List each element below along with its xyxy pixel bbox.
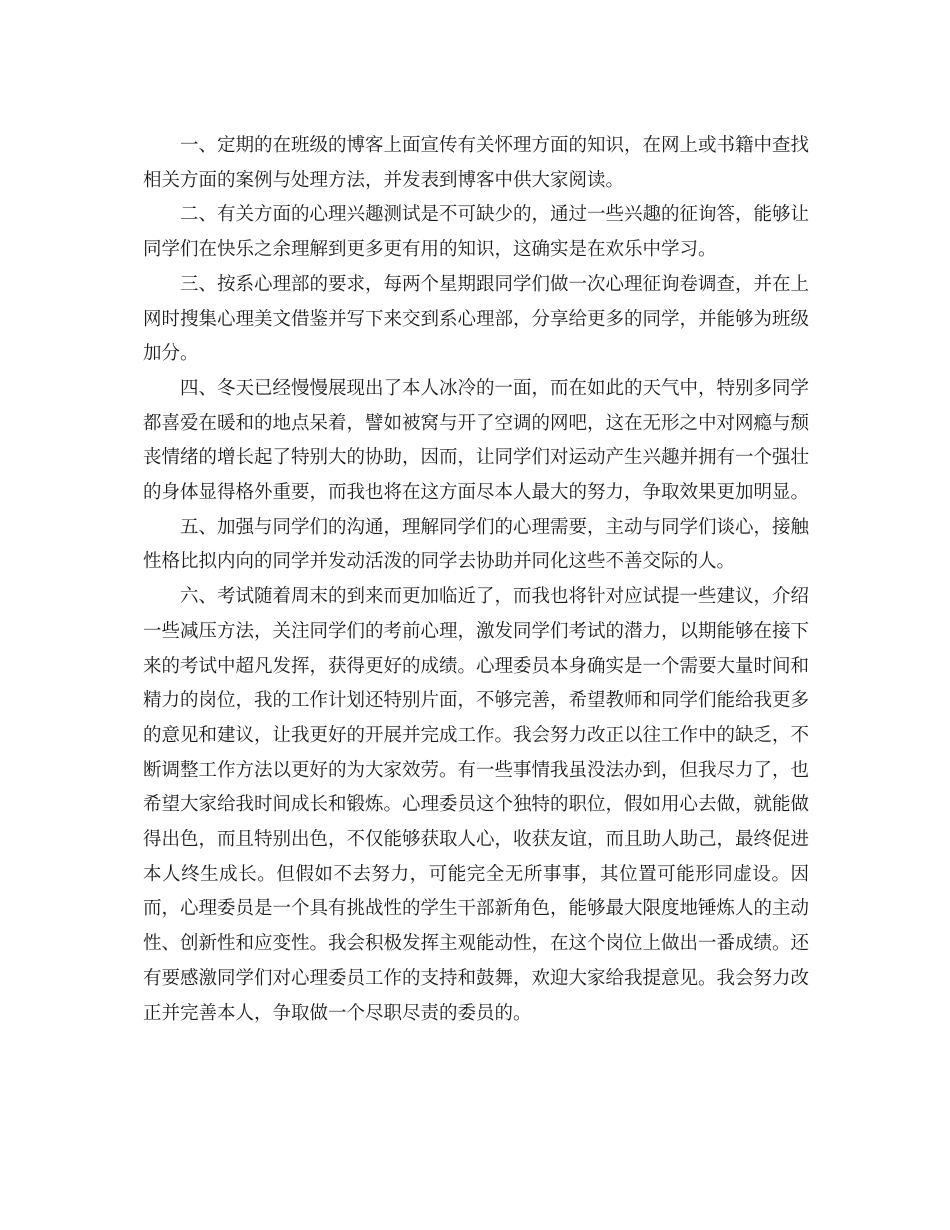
- paragraph-2: 二、有关方面的心理兴趣测试是不可缺少的，通过一些兴趣的征询答，能够让同学们在快乐之余理解到更多更有用的知识，这确实是在欢乐中学习。: [143, 204, 810, 261]
- paragraph-6: 六、考试随着周末的到来而更加临近了，而我也将针对应试提一些建议，介绍一些减压方法，关注同学们的考前心理，激发同学们考试的潜力，以期能够在接下来的考试中超凡发挥，获得更好的成绩。心理委员本身确实是一个需要大量时间和精力的岗位，我的工作计划还特别片面，不够完善，希望教师和同学们能给我更多的意见和建议，让我更好的开展并完成工作。我会努力改正以往工作中的缺乏，不断调整工作方法以更好的为大家效劳。有一些事情我虽没法办到，但我尽力了，也希望大家给我时间成长和锻炼。心理委员这个独特的职位，假如用心去做，就能做得出色，而且特别出色，不仅能够获取人心，收获友谊，而且助人助己，最终促进本人终生成长。但假如不去努力，可能完全无所事事，其位置可能形同虚设。因而，心理委员是一个具有挑战性的学生干部新角色，能够最大限度地锤炼人的主动性、创新性和应变性。我会积极发挥主观能动性，在这个岗位上做出一番成绩。还有要感激同学们对心理委员工作的支持和鼓舞，欢迎大家给我提意见。我会努力改正并完善本人，争取做一个尽职尽责的委员的。: [143, 586, 810, 1024]
- paragraph-5: 五、加强与同学们的沟通，理解同学们的心理需要，主动与同学们谈心，接触性格比拟内向的同学并发动活泼的同学去协助并同化这些不善交际的人。: [143, 516, 810, 573]
- document-body: [143, 129, 809, 1031]
- paragraph-4: 四、冬天已经慢慢展现出了本人冰冷的一面，而在如此的天气中，特别多同学都喜爱在暖和的地点呆着，譬如被窝与开了空调的网吧，这在无形之中对网瘾与颓丧情绪的增长起了特别大的协助，因而，让同学们对运动产生兴趣并拥有一个强壮的身体显得格外重要，而我也将在这方面尽本人最大的努力，争取效果更加明显。: [143, 377, 810, 504]
- paragraph-1: 一、定期的在班级的博客上面宣传有关怀理方面的知识，在网上或书籍中查找相关方面的案例与处理方法，并发表到博客中供大家阅读。: [143, 135, 810, 191]
- paragraph-3: 三、按系心理部的要求，每两个星期跟同学们做一次心理征询卷调查，并在上网时搜集心理美文借鉴并写下来交到系心理部，分享给更多的同学，并能够为班级加分。: [143, 273, 810, 365]
